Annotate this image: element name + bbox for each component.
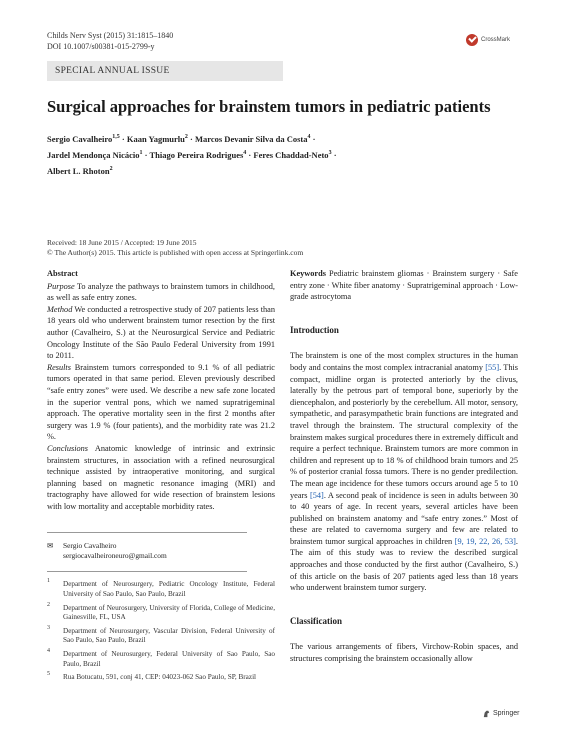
author-name[interactable]: Thiago Pereira Rodrigues: [149, 149, 244, 160]
author-name[interactable]: Jardel Mendonça Nicácio: [47, 149, 140, 160]
affiliation-number: 2: [47, 601, 50, 608]
conclusions-text: Anatomic knowledge of intrinsic and extrinsic brainstem structures, in association with a refined neurosurgical technique assisted by intraoperative monitoring, and surgical planning based on magnetic resonance imaging (MRI) and tractography have allowed for wide resection of brainstem lesions with low mortality and acceptable morbidity rates.: [47, 443, 275, 511]
springer-horse-icon: [482, 709, 491, 718]
author-name[interactable]: Albert L. Rhoton: [47, 165, 110, 176]
journal-citation: Childs Nerv Syst (2015) 31:1815–1840: [47, 31, 174, 40]
intro-text: . The aim of this study was to review the described surgical approaches and those conducted by the first author (Cavalheiro, S.) of this article on the basis of 207 patients aged less than 18 years who underwent brainstem tumor surgery.: [290, 536, 518, 593]
author-line-2: [47, 146, 467, 162]
issue-label: SPECIAL ANNUAL ISSUE: [47, 61, 283, 81]
article-title: Surgical approaches for brainstem tumors in pediatric patients: [47, 97, 491, 116]
affiliation-number: 4: [47, 648, 50, 655]
author-name[interactable]: Sergio Cavalheiro: [47, 133, 113, 144]
article-dates: [47, 238, 303, 258]
intro-text: The brainstem is one of the most complex structures in the human body and contains the most complex intracranial anatomy: [290, 351, 518, 372]
results-text: Brainstem tumors corresponded to 9.1 % of all pediatric tumors operated in that same period. Eleven previously described “safe entry zones” were used. We describe a new safe zone located in the superior ventral pons, which we named supratrigeminal approach. The operative mortality seen in the first 2 months after surgery was 1.9 % (four patients), and the morbidity rate was 21.2 %.: [47, 362, 275, 442]
author-separator: ·: [246, 149, 254, 160]
intro-text: . A second peak of incidence is seen in adults between 30 to 40 years of age. In recent years, several articles have been published on brainstem anatomy and “safe entry zones.” Most of these are related to cavernoma surgery and few are related to brainstem tumor surgical approaches in children: [290, 490, 518, 546]
footnote-divider: [47, 532, 247, 533]
affiliation-text: Department of Neurosurgery, Pediatric Oncology Institute, Federal University of Sao Paulo, Sao Paulo, Brazil: [63, 580, 275, 599]
crossmark-label: CrossMark: [481, 37, 511, 43]
intro-text: . This compact, midline organ is protected anteriorly by the clivus, laterally by the petrous part of temporal bone, superiorly by the diencephalon, and posteriorly by the cerebellum. All motor, sensory, sympathetic, and parasympathetic brain functions are integrated and travel through the brainstem. The structural complexity of the brainstem makes surgical procedures there in extremely difficult and require a perfect technique. Brainstem tumors are more common in children and represent up to 18 % of childhood brain tumors and 25 % of posterior cranial fossa tumors. There is no gender predilection. The mean age incidence for these tumors occurs around age 5 to 10 years: [290, 362, 518, 500]
crossmark-icon: [466, 34, 478, 46]
left-column: [47, 268, 275, 687]
affiliation-text: Department of Neurosurgery, University of Florida, College of Medicine, Gainesville, FL, USA: [63, 603, 275, 622]
author-separator: ·: [119, 133, 127, 144]
author-line-1: [47, 130, 467, 146]
author-name[interactable]: Feres Chaddad-Neto: [253, 149, 329, 160]
abstract-purpose: [47, 281, 275, 304]
affiliation-item: [47, 673, 275, 683]
affiliations-list: [47, 580, 275, 682]
reference-link[interactable]: [55]: [485, 362, 500, 372]
introduction-paragraph: [290, 350, 518, 593]
affiliation-number: 3: [47, 624, 50, 631]
affiliation-text: Department of Neurosurgery, Vascular Division, Federal University of Sao Paulo, Sao Paulo, Brazil: [63, 626, 275, 645]
conclusions-label: Conclusions: [47, 443, 89, 453]
doi[interactable]: DOI 10.1007/s00381-015-2799-y: [47, 42, 155, 51]
author-affiliation-ref: 4: [307, 134, 311, 140]
right-column: [290, 268, 518, 665]
envelope-icon: ✉: [47, 541, 54, 551]
author-affiliation-ref: 1: [139, 149, 143, 156]
keywords: [290, 268, 518, 303]
author-name[interactable]: Marcos Devanir Silva da Costa: [194, 133, 308, 144]
affiliation-text: Rua Botucatu, 591, conj 41, CEP: 04023-062 Sao Paulo, SP, Brazil: [63, 673, 257, 682]
purpose-label: Purpose: [47, 281, 75, 291]
license-note: © The Author(s) 2015. This article is published with open access at Springerlink.com: [47, 248, 304, 257]
classification-paragraph: The various arrangements of fibers, Virchow-Robin spaces, and structures comprising the brainstem occasionally allow: [290, 642, 518, 664]
keywords-text: Pediatric brainstem gliomas · Brainstem surgery · Safe entry zone · White fiber anatomy · Supratrigeminal approach · Low-grade astrocytoma: [290, 269, 518, 302]
author-separator: ·: [310, 133, 316, 144]
author-line-3: [47, 162, 467, 178]
abstract-method: [47, 304, 275, 362]
springer-logo: [482, 709, 519, 718]
affiliation-text: Department of Neurosurgery, Federal University of Sao Paulo, Sao Paulo, Brazil: [63, 650, 275, 668]
correspondence-name: Sergio Cavalheiro: [63, 541, 117, 551]
author-separator: ·: [331, 149, 337, 160]
correspondence-email[interactable]: sergiocavalheironeuro@gmail.com: [63, 551, 167, 561]
affiliation-item: [47, 650, 275, 669]
author-affiliation-ref: 2: [184, 134, 188, 140]
affiliation-item: [47, 624, 275, 646]
author-separator: ·: [187, 133, 195, 144]
crossmark-badge[interactable]: [466, 34, 510, 46]
affiliation-number: 5: [47, 671, 50, 678]
author-name[interactable]: Kaan Yagmurlu: [126, 133, 185, 144]
purpose-text: To analyze the pathways to brainstem tumors in childhood, as well as safe entry zones.: [47, 281, 275, 303]
author-separator: ·: [142, 149, 150, 160]
author-affiliation-ref: 4: [243, 149, 247, 156]
author-affiliation-ref: 1,5: [112, 134, 120, 140]
author-list: [47, 130, 467, 177]
method-text: We conducted a retrospective study of 207 patients less than 18 years old who underwent brainstem tumor resection by the first author (Cavalheiro, S.) at the Neurosurgical Service and Pediatric Oncology Institute of the São Paulo Federal University from 1991 to 2011.: [47, 304, 275, 361]
reference-link[interactable]: [54]: [309, 490, 324, 500]
abstract-heading: Abstract: [47, 269, 78, 278]
classification-heading: Classification: [290, 615, 343, 626]
journal-header: [47, 30, 173, 52]
publisher-name: Springer: [493, 710, 520, 717]
correspondence: [47, 541, 275, 561]
affiliation-item: [47, 580, 275, 599]
affiliations-divider: [47, 571, 247, 572]
affiliation-item: [47, 601, 275, 623]
results-label: Results: [47, 362, 71, 372]
author-affiliation-ref: 2: [109, 165, 113, 172]
affiliation-number: 1: [47, 578, 50, 585]
abstract-results: [47, 362, 275, 443]
abstract-conclusions: [47, 443, 275, 513]
author-affiliation-ref: 3: [328, 149, 332, 156]
keywords-label: Keywords: [290, 269, 326, 278]
reference-link[interactable]: [9, 19, 22, 26, 53]: [454, 536, 516, 546]
received-accepted: Received: 18 June 2015 / Accepted: 19 June 2015: [47, 238, 197, 247]
introduction-heading: Introduction: [290, 324, 339, 335]
method-label: Method: [47, 304, 73, 314]
